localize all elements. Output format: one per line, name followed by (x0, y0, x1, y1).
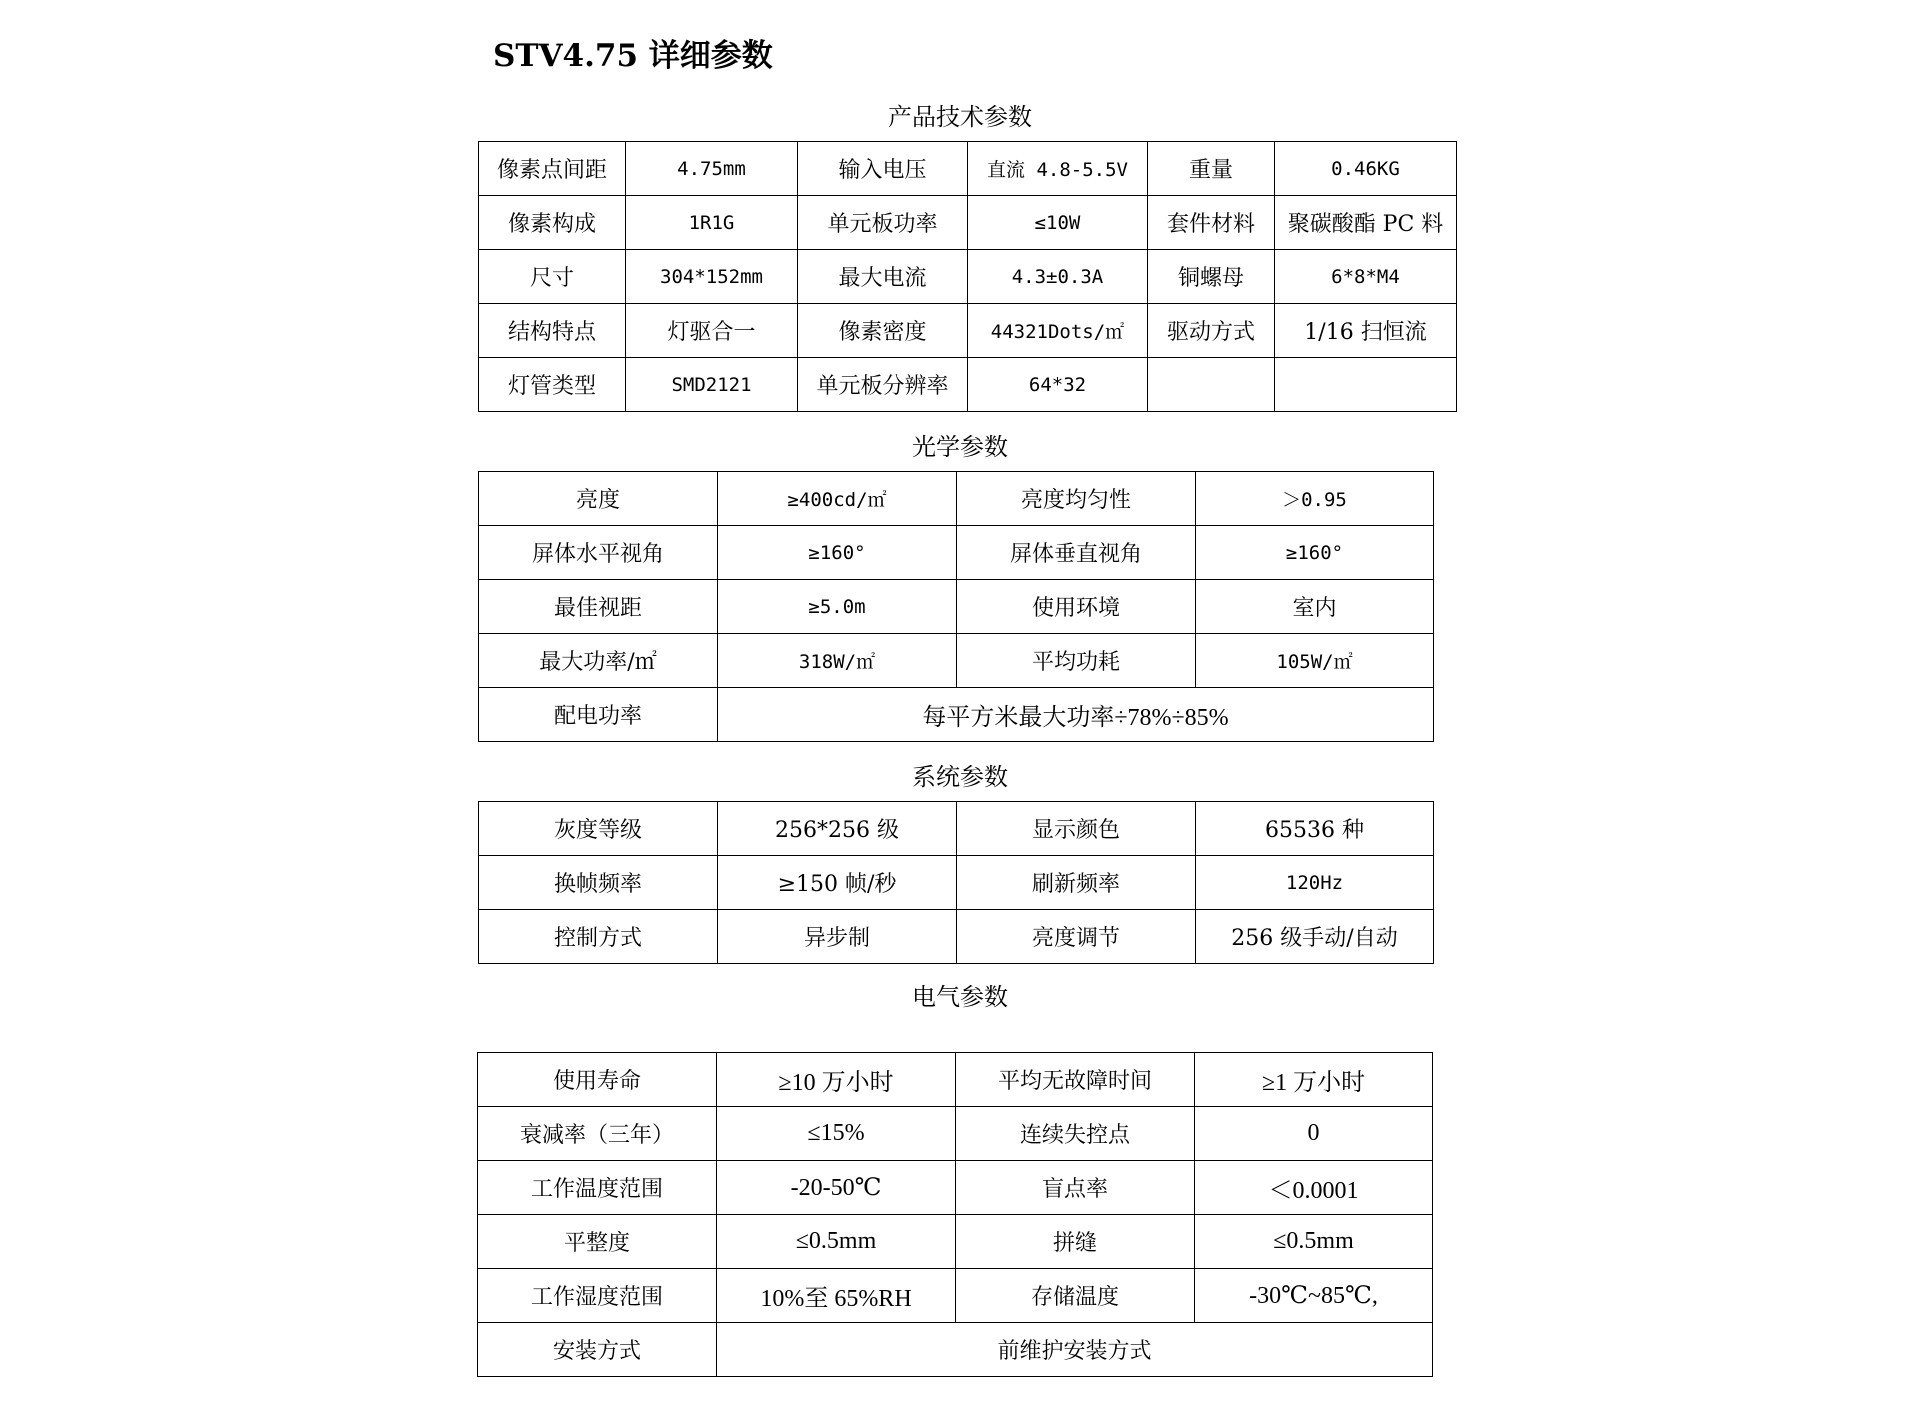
table-row (478, 1161, 1433, 1215)
table-row (479, 634, 1434, 688)
spec-value: ≤15% (717, 1107, 956, 1161)
spec-value: ＞0.95 (1196, 472, 1434, 526)
spec-label: 驱动方式 (1148, 304, 1275, 358)
spec-label: 拼缝 (956, 1215, 1195, 1269)
spec-value: ≥1 万小时 (1195, 1053, 1433, 1107)
spec-label: 最大功率/㎡ (479, 634, 718, 688)
spec-value: 聚碳酸酯 PC 料 (1275, 196, 1457, 250)
spec-label: 使用环境 (957, 580, 1196, 634)
spec-label: 连续失控点 (956, 1107, 1195, 1161)
spec-label: 显示颜色 (957, 802, 1196, 856)
spec-value: ≤0.5mm (717, 1215, 956, 1269)
spec-label: 像素点间距 (479, 142, 626, 196)
table-row (478, 1215, 1433, 1269)
table-row (478, 1107, 1433, 1161)
spec-value: ≥160° (718, 526, 957, 580)
spec-value: 1R1G (626, 196, 798, 250)
spec-label: 像素密度 (798, 304, 968, 358)
spec-value: 0 (1195, 1107, 1433, 1161)
section-heading-electric: 电气参数 (912, 983, 1008, 1011)
spec-label: 亮度 (479, 472, 718, 526)
spec-label: 屏体垂直视角 (957, 526, 1196, 580)
section-heading-optical: 光学参数 (912, 433, 1008, 461)
spec-label: 平均功耗 (957, 634, 1196, 688)
spec-value: 前维护安装方式 (717, 1323, 1433, 1377)
system-spec-table (478, 801, 1434, 964)
spec-label: 单元板分辨率 (798, 358, 968, 412)
spec-label: 亮度调节 (957, 910, 1196, 964)
spec-label: 平整度 (478, 1215, 717, 1269)
table-row (479, 526, 1434, 580)
spec-value: 室内 (1196, 580, 1434, 634)
spec-label: 控制方式 (479, 910, 718, 964)
section-heading-system: 系统参数 (912, 763, 1008, 791)
table-row (479, 688, 1434, 742)
spec-value: 64*32 (968, 358, 1148, 412)
spec-value: 44321Dots/㎡ (968, 304, 1148, 358)
spec-value: ≥10 万小时 (717, 1053, 956, 1107)
spec-label: 刷新频率 (957, 856, 1196, 910)
spec-value: ≥150 帧/秒 (718, 856, 957, 910)
spec-value: 105W/㎡ (1196, 634, 1434, 688)
spec-value: -20-50℃ (717, 1161, 956, 1215)
spec-value: ≤10W (968, 196, 1148, 250)
spec-label: 单元板功率 (798, 196, 968, 250)
table-row (478, 1053, 1433, 1107)
spec-label: 安装方式 (478, 1323, 717, 1377)
document-title: STV4.75 详细参数 (493, 38, 773, 74)
table-row (478, 1323, 1433, 1377)
optical-spec-table (478, 471, 1434, 742)
spec-value: 256*256 级 (718, 802, 957, 856)
spec-value: ≤0.5mm (1195, 1215, 1433, 1269)
spec-label: 衰减率（三年） (478, 1107, 717, 1161)
table-row (479, 856, 1434, 910)
spec-value: ≥160° (1196, 526, 1434, 580)
table-row (479, 358, 1457, 412)
spec-label: 重量 (1148, 142, 1275, 196)
spec-value: 65536 种 (1196, 802, 1434, 856)
spec-label: 工作温度范围 (478, 1161, 717, 1215)
table-row (479, 580, 1434, 634)
spec-value: 4.75mm (626, 142, 798, 196)
table-row (479, 910, 1434, 964)
table-row (479, 250, 1457, 304)
spec-label: 灰度等级 (479, 802, 718, 856)
table-row (479, 304, 1457, 358)
table-row (479, 472, 1434, 526)
spec-label: 尺寸 (479, 250, 626, 304)
spec-label: 输入电压 (798, 142, 968, 196)
spec-label: 最佳视距 (479, 580, 718, 634)
table-row (479, 196, 1457, 250)
spec-label: 像素构成 (479, 196, 626, 250)
spec-label: 最大电流 (798, 250, 968, 304)
spec-value: 0.46KG (1275, 142, 1457, 196)
spec-label: 亮度均匀性 (957, 472, 1196, 526)
spec-value: 256 级手动/自动 (1196, 910, 1434, 964)
spec-label: 灯管类型 (479, 358, 626, 412)
spec-value: 每平方米最大功率÷78%÷85% (718, 688, 1434, 742)
table-row (479, 802, 1434, 856)
table-row (478, 1269, 1433, 1323)
spec-label: 换帧频率 (479, 856, 718, 910)
spec-label: 盲点率 (956, 1161, 1195, 1215)
spec-label: 结构特点 (479, 304, 626, 358)
spec-value: 120Hz (1196, 856, 1434, 910)
spec-value: 1/16 扫恒流 (1275, 304, 1457, 358)
electrical-spec-table (477, 1052, 1433, 1377)
spec-value: 直流 4.8-5.5V (968, 142, 1148, 196)
spec-label: 屏体水平视角 (479, 526, 718, 580)
section-heading-product: 产品技术参数 (888, 103, 1032, 131)
spec-label: 使用寿命 (478, 1053, 717, 1107)
empty-cell (1148, 358, 1275, 412)
empty-cell (1275, 358, 1457, 412)
spec-label: 铜螺母 (1148, 250, 1275, 304)
spec-label: 存储温度 (956, 1269, 1195, 1323)
spec-label: 套件材料 (1148, 196, 1275, 250)
spec-value: SMD2121 (626, 358, 798, 412)
table-row (479, 142, 1457, 196)
spec-value: 304*152mm (626, 250, 798, 304)
spec-value: 6*8*M4 (1275, 250, 1457, 304)
spec-value: 10%至 65%RH (717, 1269, 956, 1323)
spec-label: 配电功率 (479, 688, 718, 742)
spec-value: 318W/㎡ (718, 634, 957, 688)
product-spec-table (478, 141, 1457, 412)
spec-value: -30℃~85℃, (1195, 1269, 1433, 1323)
spec-value: 4.3±0.3A (968, 250, 1148, 304)
spec-value: ≥400cd/㎡ (718, 472, 957, 526)
spec-label: 工作湿度范围 (478, 1269, 717, 1323)
spec-value: 异步制 (718, 910, 957, 964)
spec-value: 灯驱合一 (626, 304, 798, 358)
spec-value: ≥5.0m (718, 580, 957, 634)
spec-value: ＜0.0001 (1195, 1161, 1433, 1215)
spec-label: 平均无故障时间 (956, 1053, 1195, 1107)
